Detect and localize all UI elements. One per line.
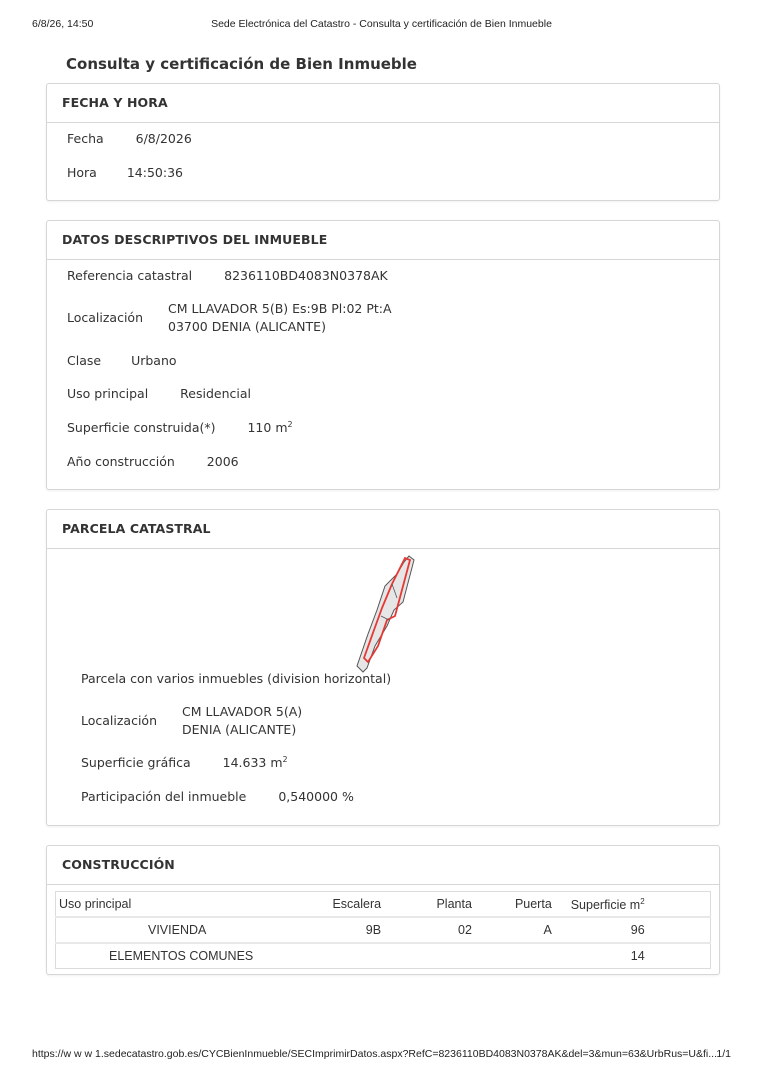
fecha-hora-heading: FECHA Y HORA	[47, 84, 719, 123]
parcela-descripcion: Parcela con varios inmuebles (division horizontal)	[81, 671, 392, 686]
cell-superficie: 96	[552, 917, 645, 943]
clase-label: Clase	[67, 353, 102, 368]
col-superficie-exp: 2	[640, 896, 645, 906]
parcela-superficie-label: Superficie gráfica	[81, 755, 191, 770]
print-datetime: 6/8/26, 14:50	[32, 18, 94, 30]
col-escalera: Escalera	[332, 897, 382, 911]
participacion-label: Participación del inmueble	[81, 789, 247, 804]
parcela-localizacion-label: Localización	[81, 713, 158, 728]
cell-spacer	[645, 917, 711, 943]
col-spacer	[645, 892, 711, 918]
parcela-localizacion-value	[182, 703, 302, 739]
localizacion-line-1: CM LLAVADOR 5(B) Es:9B Pl:02 Pt:A	[168, 301, 392, 316]
datos-descriptivos-panel	[46, 220, 720, 490]
cell-uso: ELEMENTOS COMUNES	[56, 943, 300, 969]
print-header	[0, 18, 763, 34]
table-row	[56, 917, 711, 943]
fecha-hora-panel	[46, 83, 720, 201]
col-uso-principal: Uso principal	[59, 897, 132, 911]
col-superficie: Superficie $m^2$	[570, 896, 645, 912]
construccion-heading: CONSTRUCCIÓN	[47, 846, 719, 885]
parcela-superficie-row	[81, 755, 288, 770]
uso-value: Residencial	[180, 386, 251, 401]
anio-label: Año construcción	[67, 454, 175, 469]
parcela-localizacion-label-wrap	[81, 713, 157, 728]
localizacion-label: Localización	[67, 310, 144, 325]
construccion-table	[55, 891, 711, 969]
cell-planta: 02	[381, 917, 472, 943]
construccion-panel	[46, 845, 720, 975]
participacion-value: 0,540000 %	[278, 789, 354, 804]
parcela-catastral-heading: PARCELA CATASTRAL	[47, 510, 719, 549]
parcel-map	[347, 550, 427, 675]
uso-label: Uso principal	[67, 386, 149, 401]
col-puerta: Puerta	[514, 897, 552, 911]
cell-planta	[381, 943, 472, 969]
parcela-catastral-panel	[46, 509, 720, 826]
superficie-unit-exp: 2	[287, 420, 293, 429]
anio-row	[67, 454, 239, 469]
hora-row	[67, 165, 183, 180]
print-url: https://w w w 1.sedecatastro.gob.es/CYCBienInmueble/SECImprimirDatos.aspx?RefC=8236110BD4083N0378AK&del=3&mun=63&UrbRus=U&fi...	[32, 1048, 717, 1060]
table-row	[56, 943, 711, 969]
localizacion-label-wrap	[67, 310, 143, 325]
cell-puerta: A	[472, 917, 552, 943]
parcela-localizacion-line-1: CM LLAVADOR 5(A)	[182, 704, 303, 719]
referencia-value: 8236110BD4083N0378AK	[224, 268, 388, 283]
print-footer	[0, 1048, 763, 1064]
hora-value: 14:50:36	[126, 165, 183, 180]
cell-uso: VIVIENDA	[56, 917, 300, 943]
print-document-title: Sede Electrónica del Catastro - Consulta y certificación de Bien Inmueble	[211, 18, 552, 30]
cell-escalera: 9B	[299, 917, 381, 943]
localizacion-line-2: 03700 DENIA (ALICANTE)	[168, 319, 326, 334]
parcela-superficie-exp: 2	[282, 755, 288, 764]
superficie-value: 110 $m^2$	[247, 420, 293, 435]
participacion-row	[81, 789, 354, 804]
referencia-label: Referencia catastral	[67, 268, 193, 283]
referencia-row	[67, 268, 388, 283]
fecha-label: Fecha	[67, 131, 104, 146]
cell-spacer	[645, 943, 711, 969]
superficie-row	[67, 420, 293, 435]
cell-escalera	[299, 943, 381, 969]
parcela-localizacion-line-2: DENIA (ALICANTE)	[182, 722, 297, 737]
fecha-row	[67, 131, 192, 146]
print-page-number: 1/1	[716, 1048, 731, 1060]
cell-puerta	[472, 943, 552, 969]
clase-row	[67, 353, 177, 368]
col-planta: Planta	[436, 897, 472, 911]
clase-value: Urbano	[131, 353, 177, 368]
hora-label: Hora	[67, 165, 97, 180]
superficie-label: Superficie construida(*)	[67, 420, 216, 435]
table-header-row	[56, 892, 711, 918]
datos-descriptivos-heading: DATOS DESCRIPTIVOS DEL INMUEBLE	[47, 221, 719, 260]
anio-value: 2006	[206, 454, 239, 469]
cell-superficie: 14	[552, 943, 645, 969]
uso-row	[67, 386, 251, 401]
page-title: Consulta y certificación de Bien Inmueble	[66, 55, 417, 73]
parcela-superficie-value: 14.633 $m^2$	[222, 755, 288, 770]
localizacion-value	[168, 300, 392, 336]
fecha-value: 6/8/2026	[135, 131, 192, 146]
